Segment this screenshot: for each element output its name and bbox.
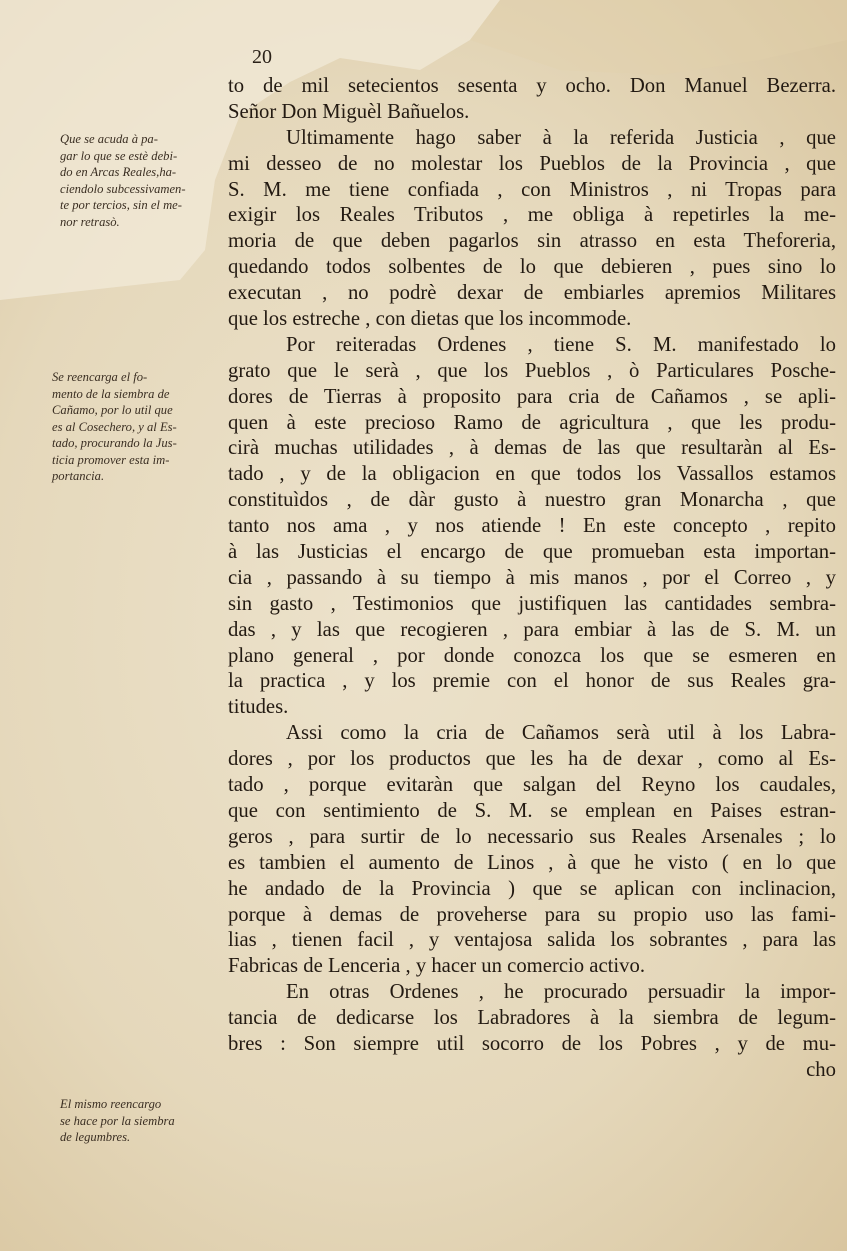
text-line: grato que le serà , que los Pueblos , ò Particulares Posche- bbox=[228, 359, 836, 382]
note-line: Se reencarga el fo- bbox=[52, 370, 148, 384]
text-line: lias , tienen facil , y ventajosa salida los sobrantes , para las bbox=[228, 929, 836, 952]
margin-note-legumes bbox=[60, 1096, 222, 1146]
note-line: portancia. bbox=[52, 469, 105, 483]
margin-note-hemp bbox=[52, 369, 214, 485]
note-line: nor retrasò. bbox=[60, 214, 120, 229]
text-line: que los estreche , con dietas que los incommode. bbox=[228, 308, 632, 331]
note-line: se hace por la siembra bbox=[60, 1113, 175, 1128]
text-line: mi desseo de no molestar los Pueblos de la Provincia , que bbox=[228, 152, 836, 175]
page-number: 20 bbox=[252, 46, 272, 68]
text-line: dores de Tierras à proposito para cria de Cañamos , se apli- bbox=[228, 385, 836, 408]
text-line: Señor Don Miguèl Bañuelos. bbox=[228, 100, 470, 123]
text-line: exigir los Reales Tributos , me obliga à repetirles la me- bbox=[228, 204, 836, 227]
note-line: ciendolo subcessivamen- bbox=[60, 181, 186, 196]
catchword: cho bbox=[806, 1058, 836, 1081]
text-line: Assi como la cria de Cañamos serà util à los Labra- bbox=[286, 722, 836, 745]
text-line: to de mil setecientos sesenta y ocho. Don Manuel Bezerra. bbox=[228, 75, 836, 97]
note-line: Cañamo, por lo util que bbox=[52, 403, 173, 417]
text-line: bres : Son siempre util socorro de los Pobres , y de mu- bbox=[228, 1032, 836, 1055]
text-line: sin gasto , Testimonios que justifiquen las cantidades sembra- bbox=[228, 592, 836, 615]
text-line: moria de que deben pagarlos sin atrasso en esta Theforeria, bbox=[228, 230, 836, 253]
body-text bbox=[228, 74, 836, 1084]
text-line: S. M. me tiene confiada , con Ministros , ni Tropas para bbox=[228, 178, 836, 201]
text-line: tanto nos ama , y nos atiende ! En este concepto , repito bbox=[228, 515, 836, 538]
text-line: En otras Ordenes , he procurado persuadir la impor- bbox=[286, 981, 836, 1004]
text-line: porque à demas de proveherse para su propio uso las fami- bbox=[228, 903, 836, 926]
text-line: he andado de la Provincia ) que se aplican con inclinacion, bbox=[228, 877, 836, 900]
text-line: tado , porque evitaràn que salgan del Reyno los caudales, bbox=[228, 774, 836, 797]
text-line: geros , para surtir de lo necessario sus Reales Arsenales ; lo bbox=[228, 825, 836, 848]
margin-note-payment bbox=[60, 131, 222, 230]
note-line: tado, procurando la Jus- bbox=[52, 436, 177, 450]
text-line: executan , no podrè dexar de embiarles apremios Militares bbox=[228, 282, 836, 305]
note-line: El mismo reencargo bbox=[60, 1097, 162, 1111]
text-line: la practica , y los premie con el honor de sus Reales gra- bbox=[228, 670, 836, 693]
text-line: das , y las que recogieren , para embiar à las de S. M. un bbox=[228, 618, 836, 641]
note-line: Que se acuda à pa- bbox=[60, 132, 158, 146]
text-line: quen à este precioso Ramo de agricultura , que les produ- bbox=[228, 411, 836, 434]
text-line: Por reiteradas Ordenes , tiene S. M. manifestado lo bbox=[286, 333, 836, 356]
text-line: à las Justicias el encargo de que promueban esta importan- bbox=[228, 541, 836, 564]
text-line: plano general , por donde conozca los que se esmeren en bbox=[228, 644, 836, 667]
note-line: de legumbres. bbox=[60, 1130, 131, 1144]
note-line: es al Cosechero, y al Es- bbox=[52, 419, 177, 434]
text-line: dores , por los productos que les ha de dexar , como al Es- bbox=[228, 748, 836, 771]
text-line: cia , passando à su tiempo à mis manos , por el Correo , y bbox=[228, 566, 836, 589]
note-line: gar lo que se estè debi- bbox=[60, 148, 178, 163]
text-line: tancia de dedicarse los Labradores à la siembra de legum- bbox=[228, 1007, 836, 1030]
note-line: mento de la siembra de bbox=[52, 386, 170, 401]
text-line: que con sentimiento de S. M. se emplean en Paises estran- bbox=[228, 799, 836, 822]
text-line: tado , y de la obligacion en que todos los Vassallos estamos bbox=[228, 463, 836, 486]
text-line: quedando todos solbentes de lo que debieren , pues sino lo bbox=[228, 256, 836, 279]
text-line: cirà muchas utilidades , à demas de las que resultaràn al Es- bbox=[228, 437, 836, 460]
note-line: ticia promover esta im- bbox=[52, 452, 170, 467]
text-line: es tambien el aumento de Linos , à que he visto ( en lo que bbox=[228, 851, 836, 874]
note-line: te por tercios, sin el me- bbox=[60, 198, 182, 212]
note-line: do en Arcas Reales,ha- bbox=[60, 165, 177, 179]
text-line: constituìdos , de dàr gusto à nuestro gran Monarcha , que bbox=[228, 489, 836, 512]
text-line: Ultimamente hago saber à la referida Justicia , que bbox=[286, 126, 836, 149]
text-line: titudes. bbox=[228, 696, 289, 719]
text-line: Fabricas de Lenceria , y hacer un comercio activo. bbox=[228, 955, 645, 978]
